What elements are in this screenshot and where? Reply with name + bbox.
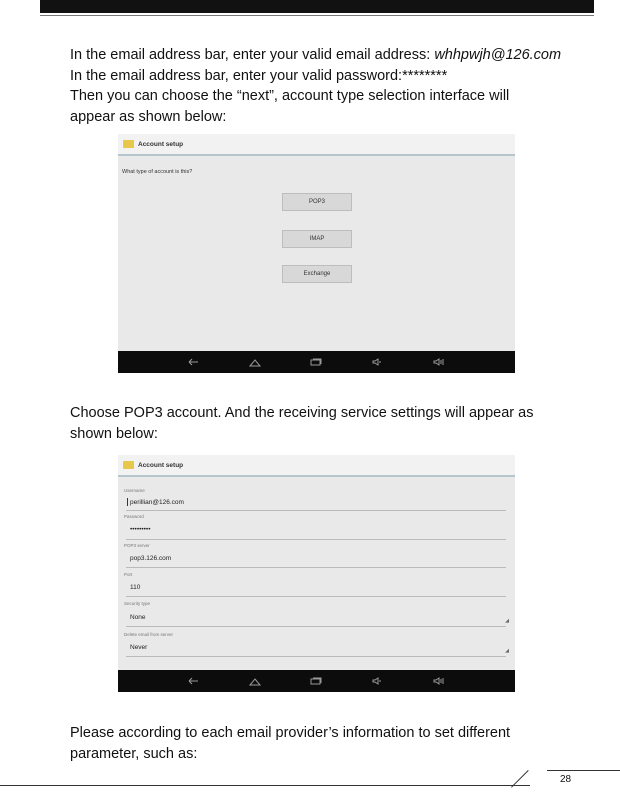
username-label: Username xyxy=(124,488,145,493)
intro-line-1: In the email address bar, enter your valid email address: whhpwjh@126.com xyxy=(70,47,562,63)
home-icon[interactable] xyxy=(248,677,262,686)
pop3-server-label: POP3 server xyxy=(124,543,150,548)
pop3-settings-screenshot xyxy=(118,455,515,692)
password-label: Password xyxy=(124,514,144,519)
port-input[interactable]: 110 xyxy=(130,584,141,591)
page-number: 28 xyxy=(560,774,572,785)
intro-line-4: appear as shown below: xyxy=(70,108,227,125)
volume-down-icon[interactable] xyxy=(371,358,385,366)
closing-line-1: Please according to each email provider’s information to set different xyxy=(70,725,511,741)
port-label: Port xyxy=(124,572,133,577)
email-example: whhpwjh@126.com xyxy=(434,47,562,63)
footer-rule xyxy=(0,785,530,786)
text-cursor xyxy=(127,498,128,506)
delete-email-label: Delete email from server xyxy=(124,632,174,637)
screen-header xyxy=(118,455,515,477)
android-nav-bar xyxy=(118,351,515,373)
screen-header xyxy=(118,134,515,156)
delete-email-underline xyxy=(126,656,506,657)
screen-title: Account setup xyxy=(138,140,184,148)
header-bar xyxy=(40,0,594,13)
security-type-label: Security type xyxy=(124,601,151,606)
account-type-screenshot xyxy=(118,134,515,373)
middle-line-2: shown below: xyxy=(70,425,158,442)
intro-paragraph xyxy=(70,45,590,127)
email-app-icon xyxy=(123,140,134,148)
recent-apps-icon[interactable] xyxy=(309,677,323,685)
intro-line-2: In the email address bar, enter your valid password:******** xyxy=(70,67,448,84)
username-underline xyxy=(126,510,506,511)
email-app-icon xyxy=(123,461,134,469)
header-rule xyxy=(40,15,594,16)
pop3-button[interactable]: POP3 xyxy=(282,193,352,211)
imap-button[interactable]: IMAP xyxy=(282,230,352,248)
volume-up-icon[interactable] xyxy=(432,358,446,366)
account-type-question: What type of account is this? xyxy=(122,169,193,175)
password-underline xyxy=(126,539,506,540)
username-input[interactable]: perillian@126.com xyxy=(130,499,184,506)
volume-down-icon[interactable] xyxy=(371,677,385,685)
back-icon[interactable] xyxy=(187,358,201,366)
security-type-underline xyxy=(126,626,506,627)
dropdown-icon: ◢ xyxy=(505,648,509,654)
closing-paragraph xyxy=(70,723,590,764)
volume-up-icon[interactable] xyxy=(432,677,446,685)
password-input[interactable]: ••••••••• xyxy=(130,526,151,533)
intro-line-3: Then you can choose the “next”, account type selection interface will xyxy=(70,88,510,104)
home-icon[interactable] xyxy=(248,358,262,367)
recent-apps-icon[interactable] xyxy=(309,358,323,366)
screen-title: Account setup xyxy=(138,461,184,469)
dropdown-icon: ◢ xyxy=(505,618,509,624)
middle-paragraph xyxy=(70,403,590,444)
back-icon[interactable] xyxy=(187,677,201,685)
pop3-server-underline xyxy=(126,567,506,568)
exchange-button[interactable]: Exchange xyxy=(282,265,352,283)
footer-rule-right xyxy=(547,770,620,771)
android-nav-bar xyxy=(118,670,515,692)
closing-line-2: parameter, such as: xyxy=(70,745,198,762)
delete-email-select[interactable]: Never xyxy=(130,644,148,651)
port-underline xyxy=(126,596,506,597)
pop3-server-input[interactable]: pop3.126.com xyxy=(130,555,172,562)
middle-line-1: Choose POP3 account. And the receiving service settings will appear as xyxy=(70,405,534,421)
security-type-select[interactable]: None xyxy=(130,614,146,621)
